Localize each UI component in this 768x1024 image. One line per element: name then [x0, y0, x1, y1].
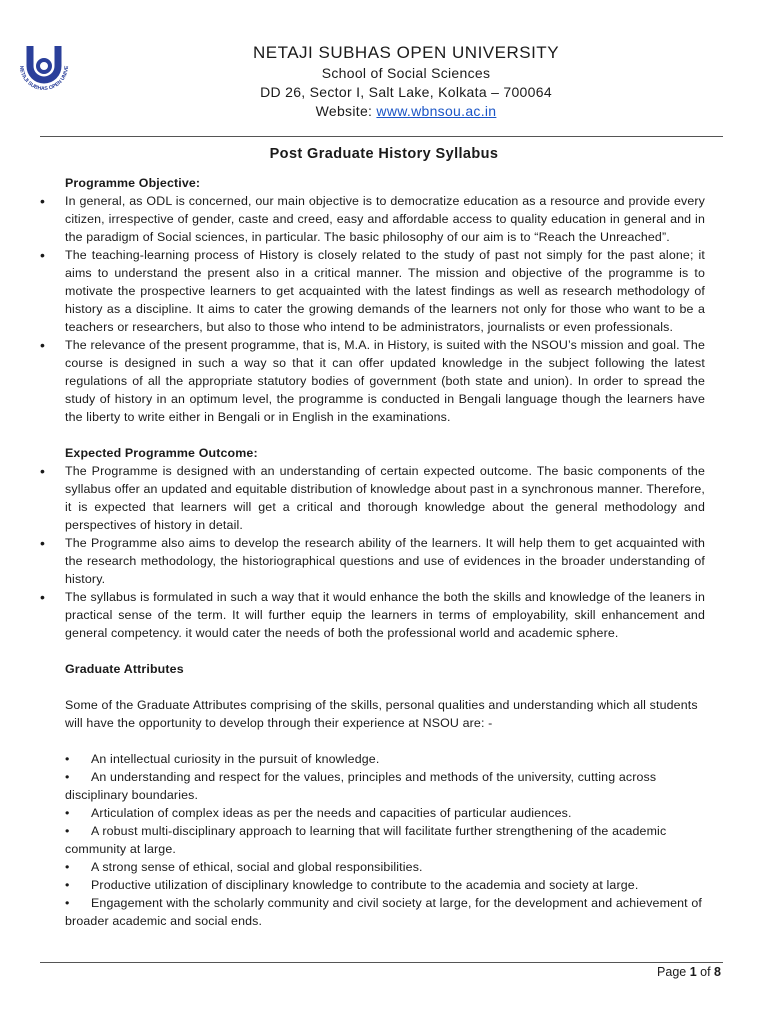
page-counter: Page 1 of 8 — [657, 965, 721, 979]
attributes-intro: Some of the Graduate Attributes comprising of the skills, personal qualities and understanding which all students will have the opportunity to develop through their experience at NSOU are: - — [65, 698, 698, 730]
website-link[interactable]: www.wbnsou.ac.in — [376, 103, 497, 119]
objective-bullet-1: • In general, as ODL is concerned, our main objective is to democratize education as a resource and provide every citizen, irrespective of gender, caste and creed, easy and affordable access to quality education in general and in the paradigm of Social sciences, in particular. The basic philosophy of our aim is to “Reach the Unreached”. — [65, 192, 705, 246]
attributes-heading: Graduate Attributes — [65, 662, 184, 676]
website-label: Website: — [315, 103, 377, 119]
objective-bullet-3: • The relevance of the present programme, that is, M.A. in History, is suited with the NSOU’s mission and goal. The course is designed in such a way so that it can offer updated knowledge in the subject following the latest regulations of all the appropriate statutory bodies of government (both state and union). In order to spread the study of history in an optimum level, the programme is conducted in Bengali language though the learners have the liberty to write either in Bengali or in English in the examinations. — [65, 336, 705, 426]
outcome-bullet-2: • The Programme also aims to develop the research ability of the learners. It will help them to get acquainted with the research methodology, the historiographical questions and use of evidences in the broader understanding of history. — [65, 534, 705, 588]
outcome-bullet-1: • The Programme is designed with an understanding of certain expected outcome. The basic components of the syllabus offer an updated and equitable distribution of knowledge about past in a synchronous manner. Therefore, it is expected that learners will get a critical and thorough knowledge about the general methodology and perspectives of history in detail. — [65, 462, 705, 534]
attribute-item: • Engagement with the scholarly community and civil society at large, for the development and achievement of broader academic and social ends. — [65, 896, 702, 928]
outcome-heading: Expected Programme Outcome: — [65, 446, 258, 460]
footer-divider — [40, 962, 723, 963]
website-line — [130, 102, 682, 121]
university-logo — [8, 40, 80, 112]
attribute-item: • A robust multi-disciplinary approach to learning that will facilitate further strengthening of the academic community at large. — [65, 824, 667, 856]
document-body — [65, 174, 705, 930]
page-title: Post Graduate History Syllabus — [269, 146, 499, 162]
address: DD 26, Sector I, Salt Lake, Kolkata – 700064 — [260, 84, 552, 100]
objective-heading: Programme Objective: — [65, 176, 201, 190]
page-number: 1 — [689, 965, 697, 979]
objective-bullet-2: • The teaching-learning process of History is closely related to the study of past not simply for the past alone; it aims to understand the present also in a critical manner. The mission and objective of the programme is to motivate the prospective learners to get acquainted with the latest findings as well as research methodology of history as a discipline. It aims to cater the growing demands of the learners not only for those who want to be a teachers or researchers, but also to those who intend to be administrators, journalists or even professionals. — [65, 246, 705, 336]
header-divider — [40, 136, 723, 137]
attribute-item: • A strong sense of ethical, social and global responsibilities. — [65, 860, 423, 874]
page-total: 8 — [714, 965, 721, 979]
logo-ring-text: NETAJI SUBHAS OPEN UNIVE — [17, 65, 71, 93]
letterhead — [130, 42, 682, 121]
outcome-bullet-3: • The syllabus is formulated in such a way that it would enhance the both the skills and knowledge of the leaners in practical sense of the term. It will further equip the learners in terms of employability, skill enhancement and general competency. it would cater the needs of both the professional world and academic sphere. — [65, 588, 705, 642]
university-name: NETAJI SUBHAS OPEN UNIVERSITY — [252, 43, 560, 62]
school-name: School of Social Sciences — [321, 65, 491, 81]
attribute-item: • Articulation of complex ideas as per the needs and capacities of particular audiences. — [65, 806, 572, 820]
attribute-item: • An understanding and respect for the values, principles and methods of the university, cutting across disciplinary boundaries. — [65, 770, 657, 802]
attribute-item: • Productive utilization of disciplinary knowledge to contribute to the academia and society at large. — [65, 878, 639, 892]
attribute-item: • An intellectual curiosity in the pursuit of knowledge. — [65, 752, 380, 766]
